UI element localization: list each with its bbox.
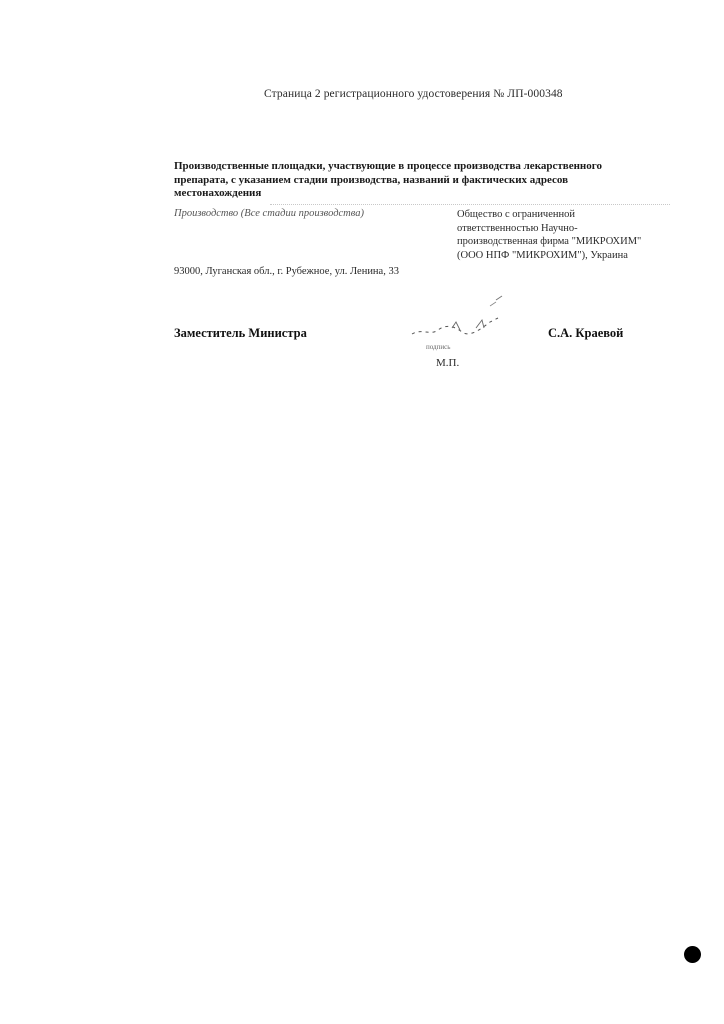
section-heading-line: Производственные площадки, участвующие в процессе производства лекарственного (174, 160, 602, 172)
page-header: Страница 2 регистрационного удостоверения № ЛП-000348 (264, 88, 563, 100)
signatory-name: С.А. Краевой (548, 326, 624, 340)
scan-dot (684, 946, 701, 963)
site-address: 93000, Луганская обл., г. Рубежное, ул. Ленина, 33 (174, 266, 399, 277)
signature-caption: подпись (426, 343, 451, 351)
seal-label: М.П. (436, 357, 460, 369)
manufacturer-line: (ООО НПФ "МИКРОХИМ"), Украина (457, 249, 628, 261)
signatory-title: Заместитель Министра (174, 326, 307, 340)
manufacturer-line: производственная фирма "МИКРОХИМ" (457, 236, 642, 247)
production-stage-label: Производство (Все стадии производства) (174, 208, 364, 219)
section-heading-line: местонахождения (174, 187, 262, 199)
manufacturer-line: Общество с ограниченной (457, 209, 575, 220)
dotted-divider (270, 204, 670, 205)
section-heading (174, 160, 654, 201)
section-heading-line: препарата, с указанием стадии производства, названий и фактических адресов (174, 173, 569, 186)
manufacturer-line: ответственностью Научно- (457, 222, 578, 234)
manufacturer-name (457, 208, 677, 262)
